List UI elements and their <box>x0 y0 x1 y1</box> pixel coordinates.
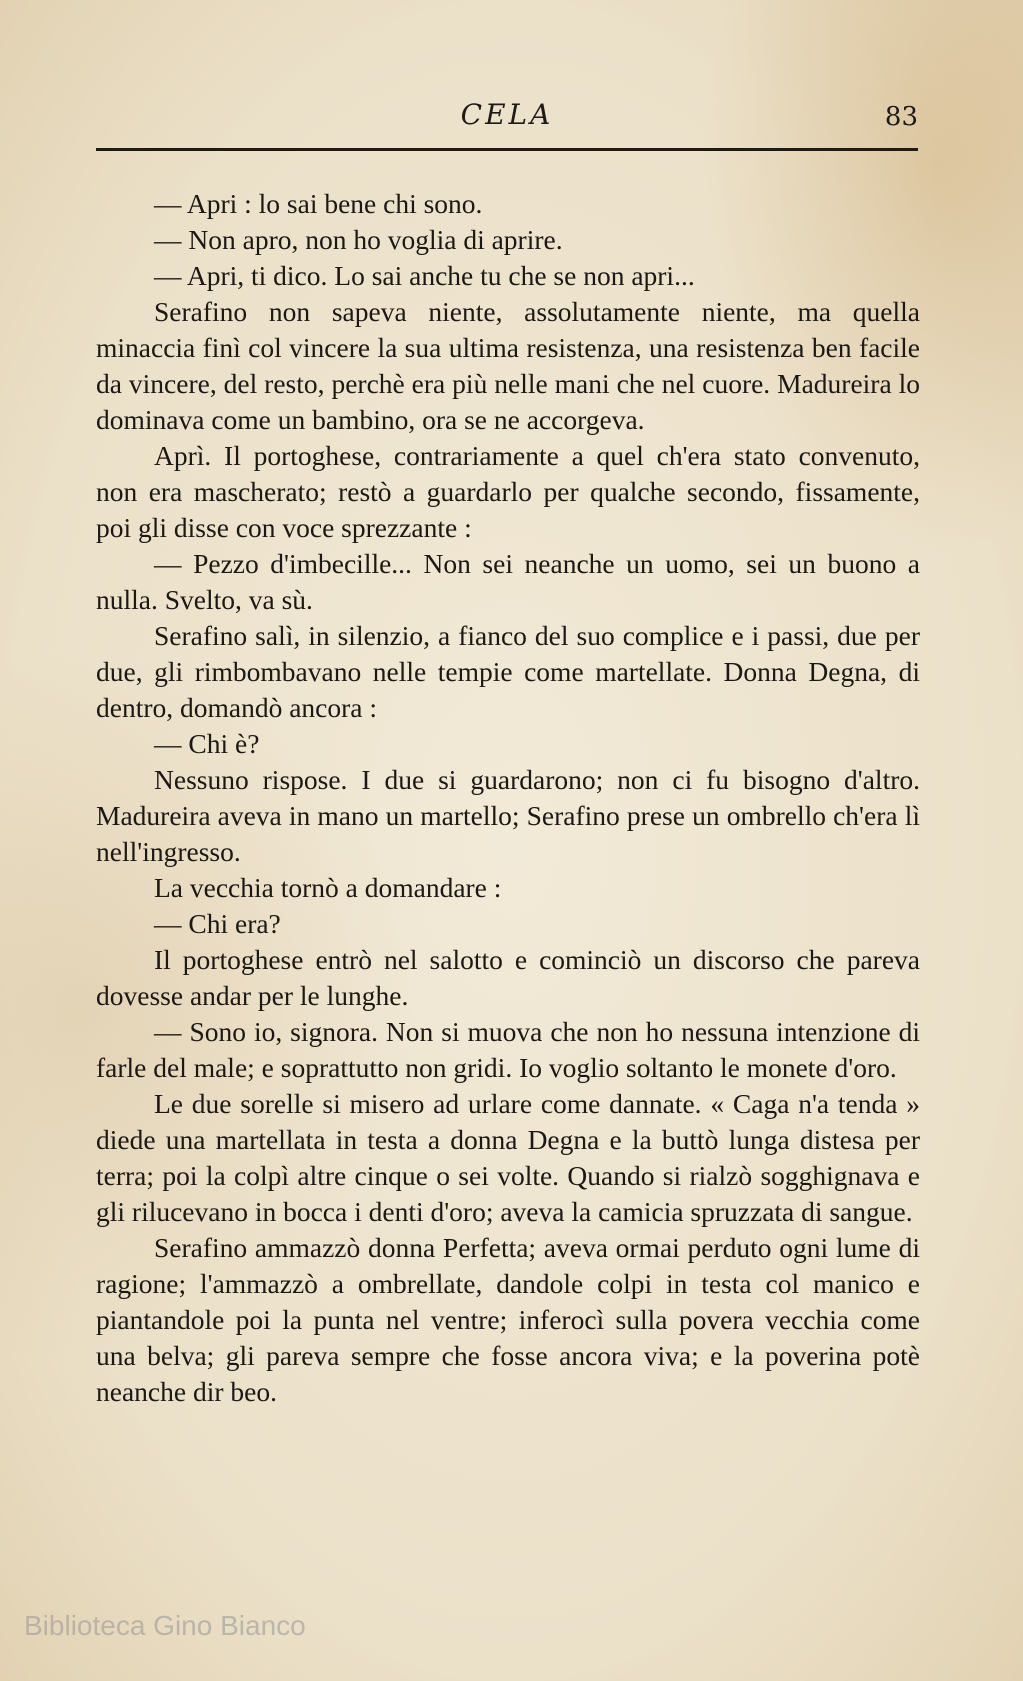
page-number: 83 <box>884 102 918 132</box>
paragraph: — Pezzo d'imbecille... Non sei neanche un uomo, sei un buono a nulla. Svelto, va sù. <box>96 548 920 615</box>
paragraph: Le due sorelle si misero ad urlare come dannate. « Caga n'a tenda » diede una martellata in testa a donna Degna e la buttò lunga distesa per terra; poi la colpì altre cinque o sei volte. Quando si rialzò sogghignava e gli rilucevano in bocca i denti d'oro; aveva la camicia spruzzata di sangue. <box>96 1088 920 1227</box>
header-rule <box>96 148 918 151</box>
paragraph: Nessuno rispose. I due si guardarono; non ci fu bisogno d'altro. Madureira aveva in mano un martello; Serafino prese un ombrello ch'era lì nell'ingresso. <box>96 764 920 867</box>
paragraph: Serafino non sapeva niente, assolutamente niente, ma quella minaccia finì col vincere la sua ultima resistenza, una resistenza ben facile da vincere, del resto, perchè era più nelle mani che nel cuore. Madureira lo dominava come un bambino, ora se ne accorgeva. <box>96 296 920 435</box>
body-text <box>96 186 920 1410</box>
paragraph: Serafino salì, in silenzio, a fianco del suo complice e i passi, due per due, gli rimbombavano nelle tempie come martellate. Donna Degna, di dentro, domandò ancora : <box>96 620 920 723</box>
paragraph: — Chi è? <box>154 728 260 759</box>
paragraph: — Non apro, non ho voglia di aprire. <box>154 224 563 255</box>
paragraph: — Apri, ti dico. Lo sai anche tu che se non apri... <box>154 260 695 291</box>
paragraph: — Sono io, signora. Non si muova che non ho nessuna intenzione di farle del male; e soprattutto non gridi. Io voglio soltanto le monete d'oro. <box>96 1016 920 1083</box>
paragraph: La vecchia tornò a domandare : <box>154 872 502 903</box>
paragraph: Aprì. Il portoghese, contrariamente a quel ch'era stato convenuto, non era mascherato; restò a guardarlo per qualche secondo, fissamente, poi gli disse con voce sprezzante : <box>96 440 920 543</box>
watermark: Biblioteca Gino Bianco <box>24 1610 306 1641</box>
running-title: CELA <box>460 98 554 131</box>
paragraph: — Apri : lo sai bene chi sono. <box>154 188 483 219</box>
page-header <box>96 96 918 148</box>
paragraph: Il portoghese entrò nel salotto e cominciò un discorso che pareva dovesse andar per le lunghe. <box>96 944 920 1011</box>
paragraph: — Chi era? <box>154 908 281 939</box>
paragraph: Serafino ammazzò donna Perfetta; aveva ormai perduto ogni lume di ragione; l'ammazzò a ombrellate, dandole colpi in testa col manico e piantandole poi la punta nel ventre; inferocì sulla povera vecchia come una belva; gli pareva sempre che fosse ancora viva; e la poverina potè neanche dir beo. <box>96 1232 920 1407</box>
